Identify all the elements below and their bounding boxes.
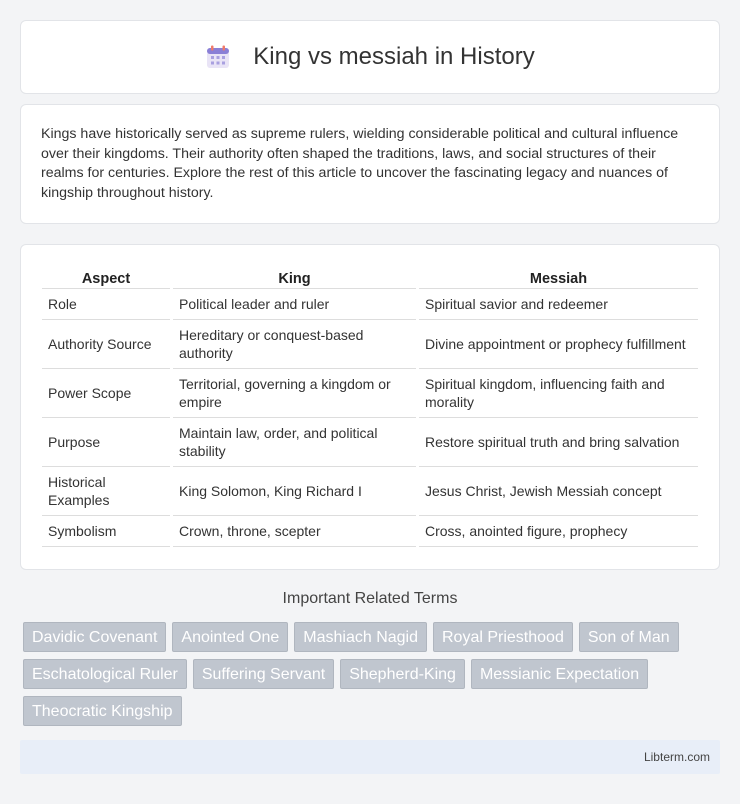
table-row: [42, 320, 698, 369]
table-cell: Authority Source: [42, 320, 170, 369]
table-row: [42, 418, 698, 467]
table-cell: Divine appointment or prophecy fulfillment: [419, 320, 698, 369]
table-cell: Cross, anointed figure, prophecy: [419, 516, 698, 547]
related-term-tag[interactable]: Davidic Covenant: [23, 622, 166, 652]
table-row: [42, 516, 698, 547]
related-term-tag[interactable]: Shepherd-King: [340, 659, 465, 689]
table-cell: Political leader and ruler: [173, 289, 416, 320]
comparison-table-card: [20, 244, 720, 570]
table-cell: Spiritual kingdom, influencing faith and morality: [419, 369, 698, 418]
related-term-tag[interactable]: Son of Man: [579, 622, 679, 652]
related-term-tag[interactable]: Messianic Expectation: [471, 659, 648, 689]
table-cell: Role: [42, 289, 170, 320]
table-cell: Restore spiritual truth and bring salvation: [419, 418, 698, 467]
intro-text: Kings have historically served as supreme rulers, wielding considerable political and cultural influence over their kingdoms. Their authority often shaped the traditions, laws, and social structures of their realms for centuries. Explore the rest of this article to uncover the fascinating legacy and nuances of kingship throughout history.: [41, 126, 679, 201]
table-cell: King Solomon, King Richard I: [173, 467, 416, 516]
footer: [20, 740, 720, 774]
related-terms-title: Important Related Terms: [282, 590, 458, 607]
related-terms-list: [23, 622, 703, 733]
page-title: King vs messiah in History: [253, 43, 535, 70]
related-term-tag[interactable]: Suffering Servant: [193, 659, 334, 689]
table-cell: Territorial, governing a kingdom or empire: [173, 369, 416, 418]
related-term-tag[interactable]: Royal Priesthood: [433, 622, 573, 652]
related-term-tag[interactable]: Anointed One: [172, 622, 288, 652]
table-cell: Purpose: [42, 418, 170, 467]
table-cell: Crown, throne, scepter: [173, 516, 416, 547]
table-row: [42, 467, 698, 516]
related-term-tag[interactable]: Eschatological Ruler: [23, 659, 187, 689]
table-cell: Maintain law, order, and political stability: [173, 418, 416, 467]
table-cell: Historical Examples: [42, 467, 170, 516]
table-cell: Symbolism: [42, 516, 170, 547]
related-term-tag[interactable]: Mashiach Nagid: [294, 622, 427, 652]
footer-site-link[interactable]: Libterm.com: [643, 750, 710, 764]
header-aspect: Aspect: [42, 265, 170, 289]
table-cell: Hereditary or conquest-based authority: [173, 320, 416, 369]
table-cell: Power Scope: [42, 369, 170, 418]
table-row: [42, 369, 698, 418]
header-king: King: [173, 265, 416, 289]
comparison-table: [39, 265, 701, 547]
table-cell: Spiritual savior and redeemer: [419, 289, 698, 320]
related-term-tag[interactable]: Theocratic Kingship: [23, 696, 182, 726]
table-cell: Jesus Christ, Jewish Messiah concept: [419, 467, 698, 516]
calendar-icon: [205, 44, 231, 70]
header-messiah: Messiah: [419, 265, 698, 289]
table-header-row: [42, 265, 698, 289]
header-card: [20, 20, 720, 94]
table-row: [42, 289, 698, 320]
intro-card: [20, 104, 720, 224]
